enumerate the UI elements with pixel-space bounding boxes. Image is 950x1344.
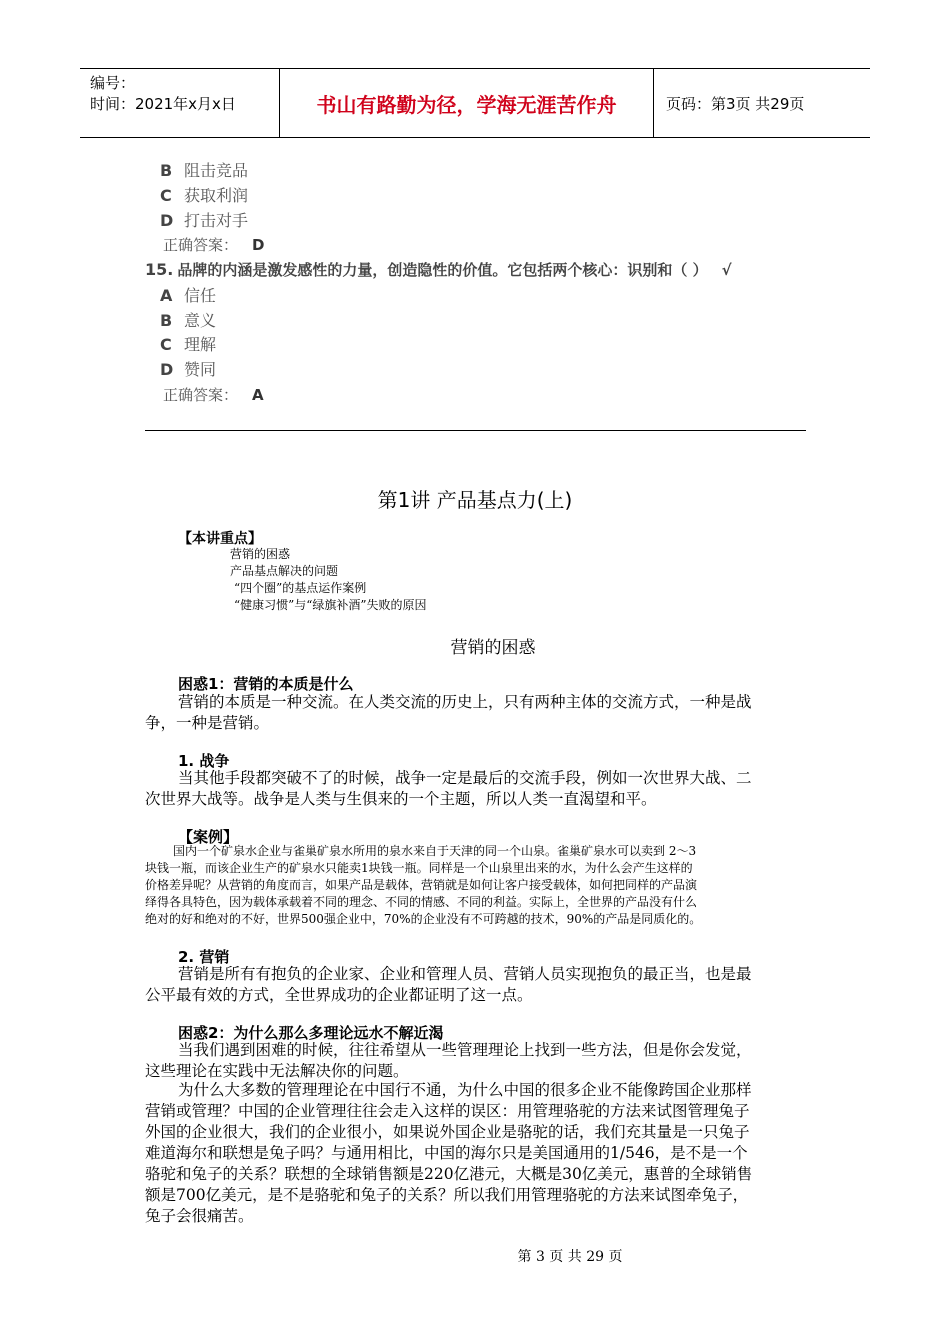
q15-option-c xyxy=(160,334,216,356)
page-footer: 第 3 页 共 29 页 xyxy=(517,1249,623,1265)
option-letter: B xyxy=(160,161,173,180)
option-letter: D xyxy=(160,211,174,230)
text-line: 这些理论在实践中无法解决你的问题。 xyxy=(145,1062,409,1080)
text-line: 为什么大多数的管理理论在中国行不通，为什么中国的很多企业不能像跨国企业那样 xyxy=(178,1081,752,1099)
option-text: 理解 xyxy=(184,335,217,354)
text-line: 块钱一瓶，而该企业生产的矿泉水只能卖1块钱一瓶。同样是一个山泉里出来的水，为什么会产生这样的 xyxy=(145,861,693,875)
lecture-title: 第1讲 产品基点力(上) xyxy=(377,488,573,512)
q14-option-c xyxy=(160,185,248,207)
text-line: 公平最有效的方式，全世界成功的企业都证明了这一点。 xyxy=(145,986,533,1004)
header-meta xyxy=(80,69,280,137)
text-line: 营销或管理？中国的企业管理往往会走入这样的误区：用管理骆驼的方法来试图管理兔子 xyxy=(145,1102,750,1120)
text-line: 当我们遇到困难的时候，往往希望从一些管理理论上找到一些方法，但是你会发觉， xyxy=(178,1041,752,1059)
confusion-2-paragraph-1 xyxy=(145,1040,807,1082)
q15-answer xyxy=(163,384,264,406)
text-line: 额是700亿美元，是不是骆驼和兔子的关系？所以我们用管理骆驼的方法来试图牵兔子， xyxy=(145,1186,749,1204)
war-paragraph xyxy=(145,768,807,810)
text-line: 营销的本质是一种交流。在人类交流的历史上，只有两种主体的交流方式，一种是战 xyxy=(178,693,752,711)
answer-value: D xyxy=(252,236,265,254)
header-page-info: 页码：第3页 共29页 xyxy=(666,94,805,113)
doc-number-label: 编号： xyxy=(90,74,136,92)
option-text: 打击对手 xyxy=(184,211,249,230)
war-heading: 1. 战争 xyxy=(178,752,230,770)
text-line: 绝对的好和绝对的不好，世界500强企业中，70%的企业没有不可跨越的技术，90%的产品是同质化的。 xyxy=(145,912,702,926)
page-header xyxy=(80,68,870,138)
q15-option-a xyxy=(160,285,216,307)
option-text: 信任 xyxy=(184,286,217,305)
text-line: 价格差异呢？从营销的角度而言，如果产品是载体，营销就是如何让客户接受载体，如何把同样的产品演 xyxy=(145,878,698,892)
text-line: 骆驼和兔子的关系？联想的全球销售额是220亿港元，大概是30亿美元，惠普的全球销售 xyxy=(145,1165,753,1183)
answer-value: A xyxy=(252,386,264,404)
q14-answer xyxy=(163,234,264,256)
question-15 xyxy=(145,258,732,282)
answer-label: 正确答案： xyxy=(163,386,239,404)
keypoints-heading: 【本讲重点】 xyxy=(178,531,262,547)
option-letter: D xyxy=(160,360,174,379)
doc-date: 时间：2021年x月x日 xyxy=(90,95,236,113)
option-text: 阻击竞品 xyxy=(184,161,249,180)
section-divider xyxy=(145,430,806,431)
marketing-paragraph xyxy=(145,964,807,1006)
option-letter: A xyxy=(160,286,173,305)
text-line: 兔子会很痛苦。 xyxy=(145,1207,254,1225)
option-letter: C xyxy=(160,186,172,205)
keypoint-item: 营销的困惑 xyxy=(230,547,291,561)
keypoint-item: “健康习惯”与“绿旗补酒”失败的原因 xyxy=(234,598,427,612)
q14-option-b xyxy=(160,160,248,182)
text-line: 当其他手段都突破不了的时候，战争一定是最后的交流手段，例如一次世界大战、二 xyxy=(178,769,752,787)
case-paragraph xyxy=(145,843,807,928)
q15-option-b xyxy=(160,310,216,332)
text-line: 营销是所有有抱负的企业家、企业和管理人员、营销人员实现抱负的最正当，也是最 xyxy=(178,965,752,983)
option-text: 赞同 xyxy=(184,360,217,379)
option-letter: C xyxy=(160,335,172,354)
confusion-1-heading: 困惑1：营销的本质是什么 xyxy=(178,675,354,693)
answer-label: 正确答案： xyxy=(163,236,239,254)
keypoint-item: 产品基点解决的问题 xyxy=(230,564,339,578)
confusion-1-paragraph xyxy=(145,692,807,734)
text-line: 次世界大战等。战争是人类与生俱来的一个主题，所以人类一直渴望和平。 xyxy=(145,790,657,808)
option-text: 获取利润 xyxy=(184,186,249,205)
q15-option-d xyxy=(160,359,216,381)
question-text: 品牌的内涵是激发感性的力量，创造隐性的价值。它包括两个核心：识别和（ ） xyxy=(177,261,708,279)
option-text: 意义 xyxy=(184,311,217,330)
text-line: 绎得各具特色，因为载体承载着不同的理念、不同的情感、不同的利益。实际上，全世界的产品没有什么 xyxy=(145,895,698,909)
check-mark: √ xyxy=(721,261,732,279)
text-line: 国内一个矿泉水企业与雀巢矿泉水所用的泉水来自于天津的同一个山泉。雀巢矿泉水可以卖到 2～3 xyxy=(173,844,697,858)
text-line: 外国的企业很大，我们的企业很小，如果说外国企业是骆驼的话，我们充其量是一只兔子 xyxy=(145,1123,750,1141)
option-letter: B xyxy=(160,311,173,330)
q14-option-d xyxy=(160,210,248,232)
marketing-heading: 2. 营销 xyxy=(178,948,230,966)
header-motto: 书山有路勤为径，学海无涯苦作舟 xyxy=(280,69,654,137)
question-number: 15. xyxy=(145,260,174,279)
section-title: 营销的困惑 xyxy=(450,638,536,658)
confusion-2-paragraph-2 xyxy=(145,1080,807,1227)
keypoint-item: “四个圈”的基点运作案例 xyxy=(234,581,367,595)
text-line: 难道海尔和联想是兔子吗？与通用相比，中国的海尔只是美国通用的1/546，是不是一个 xyxy=(145,1144,748,1162)
case-heading: 【案例】 xyxy=(178,828,239,846)
confusion-2-heading: 困惑2：为什么那么多理论远水不解近渴 xyxy=(178,1024,444,1042)
text-line: 争，一种是营销。 xyxy=(145,714,270,732)
